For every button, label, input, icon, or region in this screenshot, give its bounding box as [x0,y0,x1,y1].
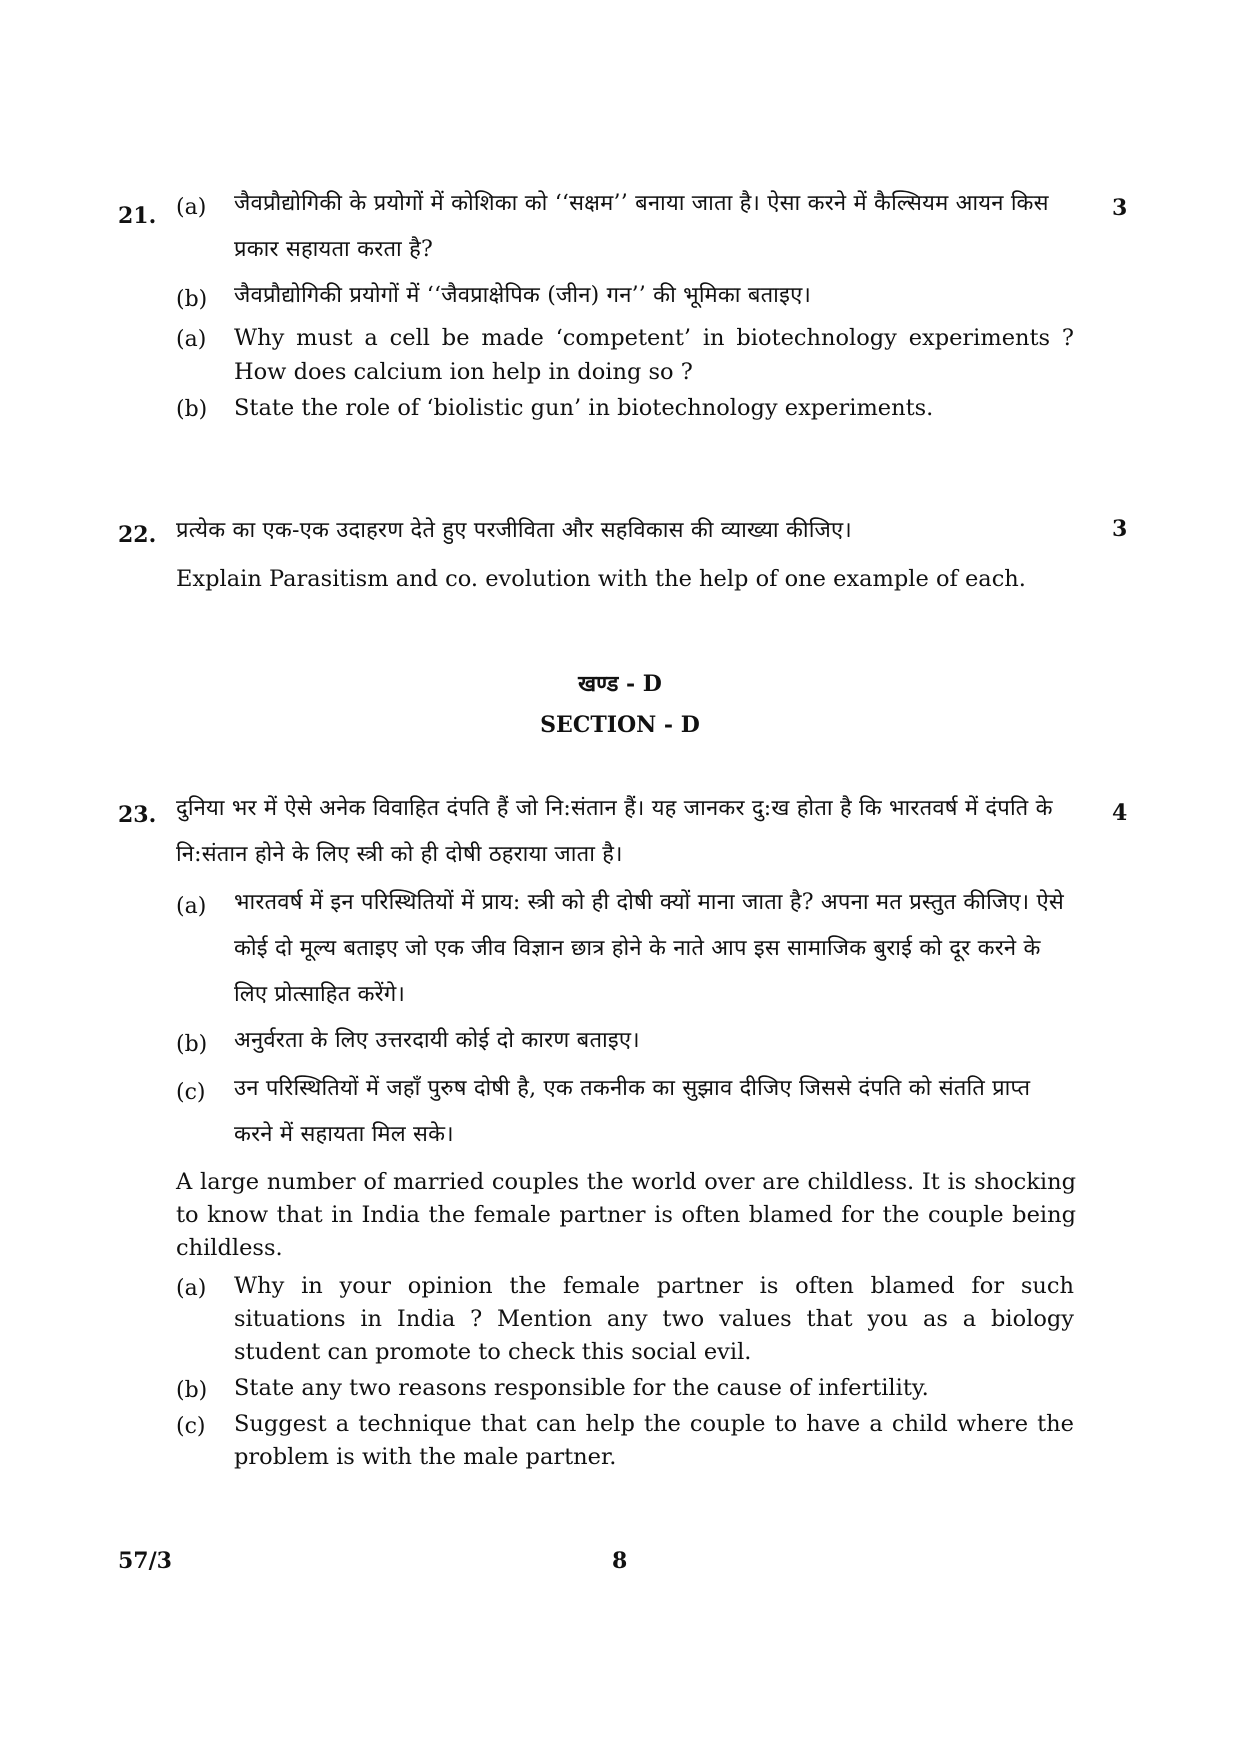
page-number: 8 [612,1548,628,1574]
part-text: State any two reasons responsible for the cause of infertility. [234,1375,929,1401]
part-label: (c) [176,1414,206,1439]
question-number: 23. [118,802,157,828]
paper-code: 57/3 [118,1548,172,1574]
marks: 4 [1112,800,1128,826]
part-text: State the role of ‘biolistic gun’ in biotechnology experiments. [234,395,934,421]
english-intro: A large number of married couples the world over are childless. It is shocking to know that in India the female partner is often blamed for the couple being childless. [176,1169,1076,1261]
part-label: (a) [176,1276,207,1301]
part-label: (a) [176,894,207,919]
part-text: Why in your opinion the female partner is often blamed for such situations in India ? Mention any two values that you as a biology student can promote to check this social evil. [234,1273,1074,1365]
part-label: (b) [176,1032,208,1057]
question-number: 22. [118,522,157,548]
part-text: उन परिस्थितियों में जहाँ पुरुष दोषी है, एक तकनीक का सुझाव दीजिए जिससे दंपति को संतति प्राप्त करने में सहायता मिल सके। [234,1076,1031,1147]
part-label: (b) [176,1378,208,1403]
question-number: 21. [118,203,157,229]
part-label: (c) [176,1080,206,1105]
section-heading-english: SECTION - D [540,712,700,738]
part-text: भारतवर्ष में इन परिस्थितियों में प्राय: स्त्री को ही दोषी क्यों माना जाता है? अपना मत प्रस्तुत कीजिए। ऐसे कोई दो मूल्य बताइए जो एक जीव विज्ञान छात्र होने के नाते आप इस सामाजिक बुराई को दूर करने के लिए प्रोत्साहित करेंगे। [234,890,1064,1007]
marks: 3 [1112,195,1128,221]
part-text: जैवप्रौद्योगिकी प्रयोगों में ‘‘जैवप्राक्षेपिक (जीन) गन’’ की भूमिका बताइए। [234,283,811,308]
marks: 3 [1112,516,1128,542]
english-question-text: Explain Parasitism and co. evolution with the help of one example of each. [176,566,1026,592]
part-text: Why must a cell be made ‘competent’ in biotechnology experiments ? How does calcium ion help in doing so ? [234,325,1074,385]
part-text: Suggest a technique that can help the couple to have a child where the problem is with the male partner. [234,1411,1074,1470]
section-heading-hindi: खण्ड - D [578,671,662,697]
part-label: (b) [176,287,208,312]
part-text: अनुर्वरता के लिए उत्तरदायी कोई दो कारण बताइए। [234,1028,640,1053]
hindi-intro: दुनिया भर में ऐसे अनेक विवाहित दंपति हैं जो नि:संतान हैं। यह जानकर दु:ख होता है कि भारतवर्ष में दंपति के नि:संतान होने के लिए स्त्री को ही दोषी ठहराया जाता है। [176,796,1053,867]
hindi-question-text: प्रत्येक का एक-एक उदाहरण देते हुए परजीविता और सहविकास की व्याख्या कीजिए। [176,518,852,543]
part-label: (a) [176,327,207,352]
part-label: (a) [176,195,207,220]
part-label: (b) [176,397,208,422]
part-text: जैवप्रौद्योगिकी के प्रयोगों में कोशिका को ‘‘सक्षम’’ बनाया जाता है। ऐसा करने में कैल्सियम आयन किस प्रकार सहायता करता है? [234,191,1049,262]
